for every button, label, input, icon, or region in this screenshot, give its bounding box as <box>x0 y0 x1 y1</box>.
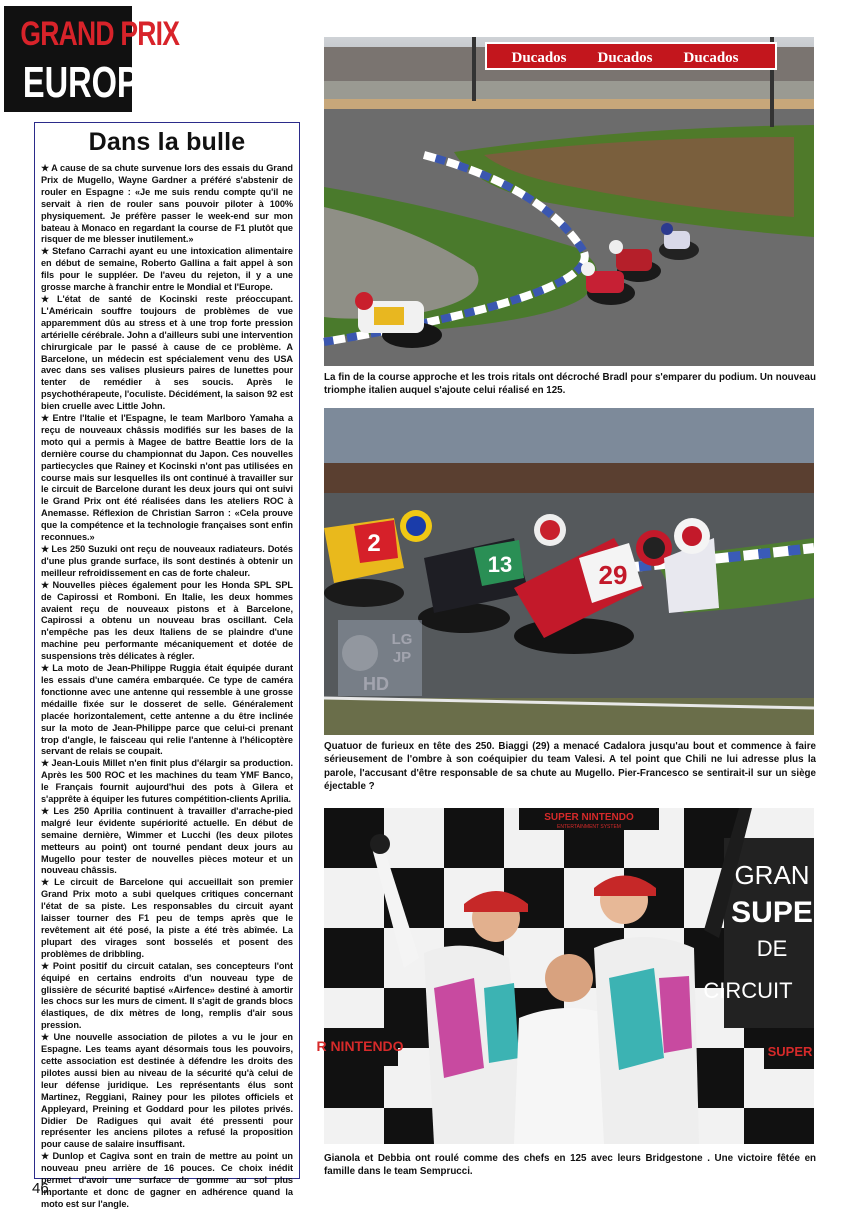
race-track-photo <box>324 37 814 366</box>
star-icon: ★ <box>41 758 50 769</box>
sidebar-paragraph: ★ Point positif du circuit catalan, ses concepteurs l'ont équipé en certains endroits d'un nouveau type de glissière de sécurité baptisé «Airfence» destiné à amortir les chocs sur les murs de ciment. Il s'agit de grands blocs élastiques, de dix mètres de long, remplis d'air sous pression. <box>41 960 293 1031</box>
sidebar-paragraph: ★ Une nouvelle association de pilotes a vu le jour en Espagne. Les teams ayant désormais tous les pouvoirs, cette association est destinée à défendre les droits des pilotes aussi bien au niveau de la sécurité qu'à celui de leur défense juridique. Les représentants élus sont Martinez, Reggiani, Rainey pour les pilotes officiels et Appleyard, Preining et Goddard pour les pilotes privés. Didier De Radigues qui avait été pressenti pour représenter les anciens pilotes a refusé la proposition pour cause de salaire insuffisant. <box>41 1032 293 1150</box>
sponsor-sign: CIRCUIT <box>703 978 793 1003</box>
logo-line-1: GRAND PRIX <box>20 15 180 53</box>
star-icon: ★ <box>41 1151 51 1162</box>
sidebar-paragraph: ★ Entre l'Italie et l'Espagne, le team Marlboro Yamaha a reçu de nouveaux châssis modifiés sur les bases de la moto qui a permis à Magee de battre Beattie lors de la dernière course du championnat du Japon. Ces nouvelles partiecycles que Rainey et Kocinski n'ont pas utilisées en course mais sur lesquelles ils ont continué à travailler sur le circuit de Barcelone durant les deux jours qui ont suivi le Grand Prix ont été réalisées dans les ateliers ROC à Anemasse. Réflexion de Christian Sarron : «Cela prouve que la compétence et la technologie françaises sont enfin reconnues.» <box>41 413 293 543</box>
banner-text: Ducados <box>511 50 567 66</box>
podium-photo <box>316 808 814 1144</box>
page-number: 46 <box>32 1180 49 1197</box>
photo-caption: Quatuor de furieux en tête des 250. Biaggi (29) a menacé Cadalora jusqu'au bout et commence à faire sérieusement de l'ombre à son coéquipier du team Valesi. A tel point que Chili ne lui adresse plus la parole, l'accusant d'être responsable de sa chute au Mugello. Pier-Francesco se sentirait-il sur un siège éjectable ? <box>324 741 816 793</box>
banner-text: Ducados <box>597 50 653 66</box>
photo-caption: Gianola et Debbia ont roulé comme des chefs en 125 avec leurs Bridgestone . Une victoire fêtée en famille dans le team Semprucci. <box>324 1153 816 1178</box>
sponsor-sign: GRAN <box>734 860 810 890</box>
watermark-text: HD <box>363 674 389 694</box>
sidebar-paragraph: ★ Stefano Carrachi ayant eu une intoxication alimentaire en début de semaine, Roberto Gallina a fait appel à son fils pour le suppléer. De l'aveu du rejeton, il y a une grosse marche à franchir entre le Mondial et l'Europe. <box>41 246 293 293</box>
watermark <box>338 620 422 696</box>
star-icon: ★ <box>41 413 51 424</box>
star-icon: ★ <box>41 163 50 173</box>
sidebar-title: Dans la bulle <box>88 128 246 156</box>
sponsor-sign: DE <box>756 936 788 961</box>
sidebar-paragraph: ★ Les 250 Aprilia continuent à travailler d'arrache-pied malgré leur évidente supériorité actuelle. En début de semaine dernière, Wimmer et Lucchi (les deux pilotes metteurs au point) ont tourné pendant deux jours au Mugello pour tester de nouvelles pièces moteur et un nouveau châssis. <box>41 805 293 876</box>
star-icon: ★ <box>41 805 52 816</box>
sponsor-sign: ENTERTAINMENT SYSTEM <box>557 824 621 830</box>
star-icon: ★ <box>41 579 51 590</box>
watermark-text: LG <box>391 631 413 648</box>
sidebar-paragraph: ★ Nouvelles pièces également pour les Honda SPL SPL de Capirossi et Romboni. En Italie, les deux hommes avaient reçu de nouveaux pistons et à Barcelone, Capirossi a obtenu un nouveau bras oscillant. Cela n'empêche pas les deux Italiens de se plaindre d'une machine peu performante mécaniquement et dotée de suspensions très délicates à régler. <box>41 579 293 662</box>
star-icon: ★ <box>41 1032 52 1043</box>
section-logo <box>4 6 180 112</box>
race-number: 29 <box>598 560 628 590</box>
star-icon: ★ <box>41 960 51 971</box>
star-icon: ★ <box>41 246 51 257</box>
sponsor-sign: R NINTENDO <box>316 1038 404 1054</box>
banner-text: Ducados <box>683 50 739 66</box>
race-quartet-photo <box>324 408 814 735</box>
logo-line-2: EUROPE <box>22 58 161 107</box>
sponsor-sign: SUPE <box>731 896 813 929</box>
sidebar-paragraph: ★ Jean-Louis Millet n'en finit plus d'élargir sa production. Après les 500 ROC et les machines du team YMF Banco, le Français fournit aujourd'hui des pots à Gilera et s'apprête à équiper les futures compétition-clients Aprilia. <box>41 758 293 805</box>
race-quartet-illustration <box>324 408 814 735</box>
sidebar-paragraph: ★ A cause de sa chute survenue lors des essais du Grand Prix de Mugello, Wayne Gardner a préféré s'abstenir de rouler en Espagne : «Je me suis rendu compte qu'il ne servait à rien de rouler sans pouvoir piloter à 100% physiquement. Je préfère passer le week-end sur mon bateau à Monaco en regardant la course de F1 plutôt que risquer de me blesser inutilement.» <box>41 163 293 245</box>
star-icon: ★ <box>41 544 50 554</box>
star-icon: ★ <box>41 663 51 674</box>
sidebar-paragraph: ★ L'état de santé de Kocinski reste préoccupant. L'Américain souffre toujours de problèmes de vue apparemment dûs au stress et à une trop forte pression artérielle cérébrale. John a d'ailleurs subi une intervention chirurgicale par le passé à cause de ce problème. A Barcelone, un médecin est spécialement venu des USA avec dans ses valises plusieurs paires de lunettes pour tenter de remédier à ses soucis. Après le psychothérapeute, l'oculiste. Décidément, la saison 92 est bien cruelle avec Little John. <box>41 293 293 412</box>
race-number: 2 <box>367 530 381 557</box>
race-number: 13 <box>487 552 513 577</box>
sidebar-paragraph: ★ La moto de Jean-Philippe Ruggia était équipée durant les essais d'une caméra embarquée. Ce type de caméra fonctionne avec une antenne qui ressemble à une grosse médaille fixée sur le dosseret de selle. Généralement placée horizontalement, cette antenne a du être inclinée sur la moto de Jean-Philippe parce que celui-ci prenant trop d'angle, le faisceau qui relie l'antenne à l'hélicoptère servant de relais se coupait. <box>41 663 293 757</box>
sidebar-paragraph: ★ Le circuit de Barcelone qui accueillait son premier Grand Prix moto a subi quelques critiques concernant l'état de sa piste. Les responsables du circuit ayant laisser tourner des F1 peu de temps après que le revêtement ait été posé, la piste a été très abîmée. La plupart des virages sont bosselés et posent des problèmes de dribbling. <box>41 877 293 959</box>
race-track-illustration <box>324 37 814 366</box>
star-icon: ★ <box>41 293 55 304</box>
sponsor-sign: SUPER NINTENDO <box>544 812 634 823</box>
sponsor-sign: SUPER <box>767 1044 813 1059</box>
watermark-text: JP <box>392 649 412 666</box>
sidebar-paragraph: ★ Les 250 Suzuki ont reçu de nouveaux radiateurs. Dotés d'une plus grande surface, ils sont destinés à obtenir un meilleur refroidissement en cas de forte chaleur. <box>41 544 293 578</box>
star-icon: ★ <box>41 877 53 888</box>
podium-illustration <box>316 808 814 1144</box>
photo-caption: La fin de la course approche et les trois ritals ont décroché Bradl pour s'emparer du podium. Un nouveau triomphe italien auquel s'ajoute celui réalisé en 125. <box>324 372 816 397</box>
sidebar-paragraph: ★ Dunlop et Cagiva sont en train de mettre au point un nouveau pneu arrière de 16 pouces. Ce choix inédit permet d'avoir une surface de gomme au sol plus importante et donc de gagner en adhérence quand la moto est sur l'angle. <box>41 1151 293 1209</box>
